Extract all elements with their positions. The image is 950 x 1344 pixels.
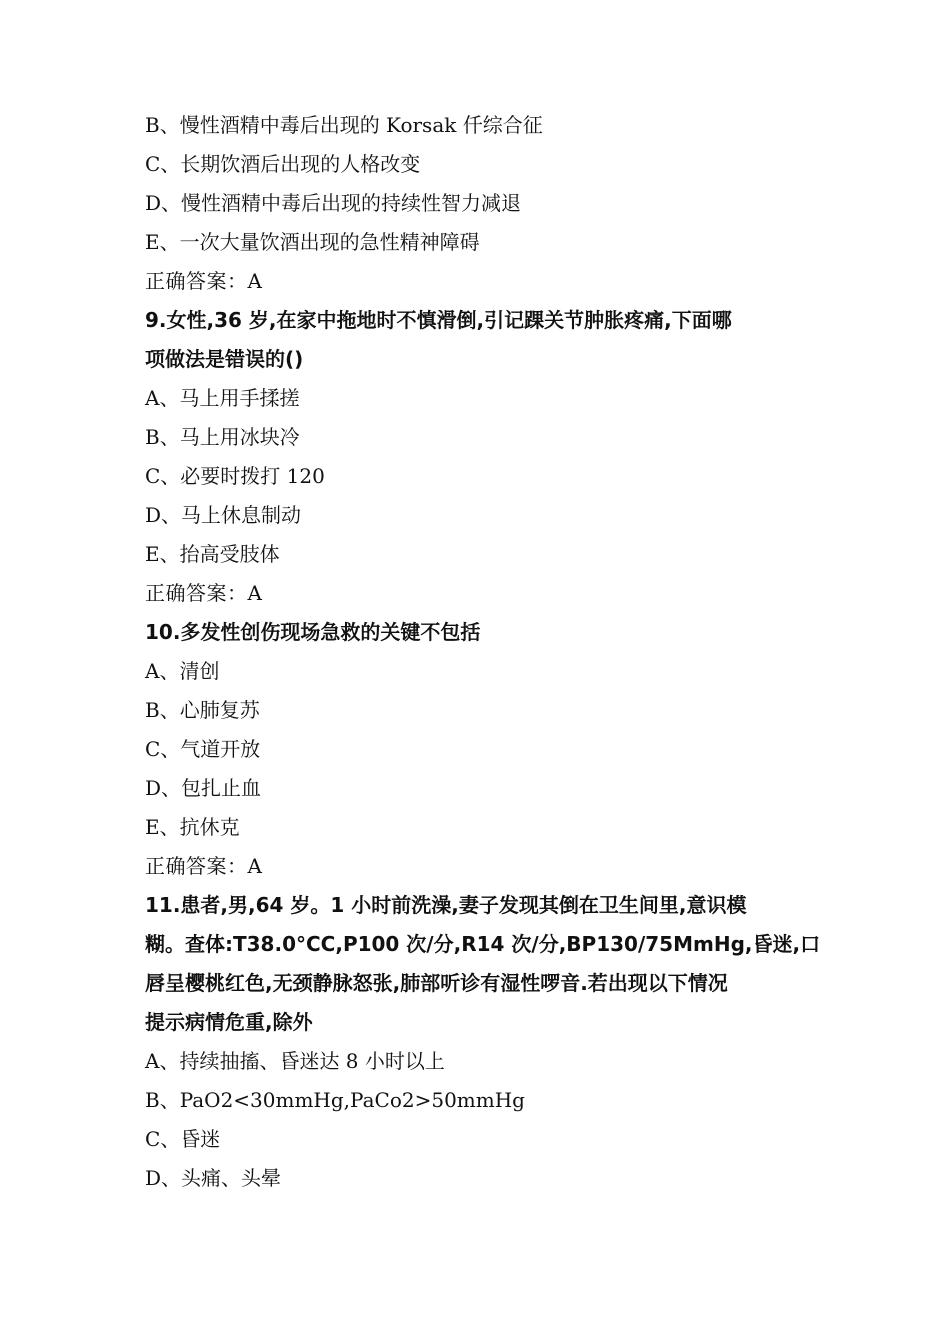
q10-option-e: E、抗休克 [145, 815, 240, 839]
q9-option-a: A、马上用手揉搓 [145, 386, 300, 410]
q9-stem [145, 301, 815, 379]
q9-option-b: B、马上用冰块冷 [145, 425, 300, 449]
question-10 [145, 613, 815, 886]
q10-option-a: A、清创 [145, 659, 220, 683]
q11-stem-line-2: 糊。查体:T38.0°CC,P100 次/分,R14 次/分,BP130/75MmHg,昏迷,口 [145, 932, 821, 956]
q11-stem [145, 886, 821, 1042]
question-9 [145, 301, 815, 613]
q11-stem-line-3: 唇呈樱桃红色,无颈静脉怒张,肺部听诊有湿性啰音.若出现以下情况 [145, 971, 728, 995]
q9-stem-line-1: 9.女性,36 岁,在家中拖地时不慎滑倒,引记踝关节肿胀疼痛,下面哪 [145, 308, 732, 332]
q9-option-c: C、必要时拨打 120 [145, 464, 325, 488]
q10-answer: 正确答案：A [145, 854, 263, 878]
q10-option-d: D、包扎止血 [145, 776, 262, 800]
q9-option-e: E、抬高受肢体 [145, 542, 280, 566]
q11-stem-line-4: 提示病情危重,除外 [145, 1010, 313, 1034]
q11-option-d: D、头痛、头晕 [145, 1166, 282, 1190]
q11-option-a: A、持续抽搐、昏迷达 8 小时以上 [145, 1049, 445, 1073]
q9-option-d: D、马上休息制动 [145, 503, 302, 527]
q9-stem-line-2: 项做法是错误的() [145, 347, 304, 371]
q10-stem-line-1: 10.多发性创伤现场急救的关键不包括 [145, 620, 481, 644]
q8-option-c: C、长期饮酒后出现的人格改变 [145, 152, 421, 176]
q9-answer: 正确答案：A [145, 581, 263, 605]
q10-stem [145, 613, 815, 652]
q10-option-c: C、气道开放 [145, 737, 261, 761]
q10-option-b: B、心肺复苏 [145, 698, 260, 722]
q8-option-b: B、慢性酒精中毒后出现的 Korsak 仟综合征 [145, 113, 543, 137]
q11-stem-line-1: 11.患者,男,64 岁。1 小时前洗澡,妻子发现其倒在卫生间里,意识模 [145, 893, 747, 917]
document-content [145, 106, 821, 1198]
q11-option-b: B、PaO2<30mmHg,PaCo2>50mmHg [145, 1088, 525, 1112]
q11-option-c: C、昏迷 [145, 1127, 221, 1151]
q8-option-d: D、慢性酒精中毒后出现的持续性智力减退 [145, 191, 522, 215]
question-8-tail [145, 106, 815, 301]
q8-answer: 正确答案：A [145, 269, 263, 293]
q8-option-e: E、一次大量饮酒出现的急性精神障碍 [145, 230, 480, 254]
question-11 [145, 886, 821, 1198]
